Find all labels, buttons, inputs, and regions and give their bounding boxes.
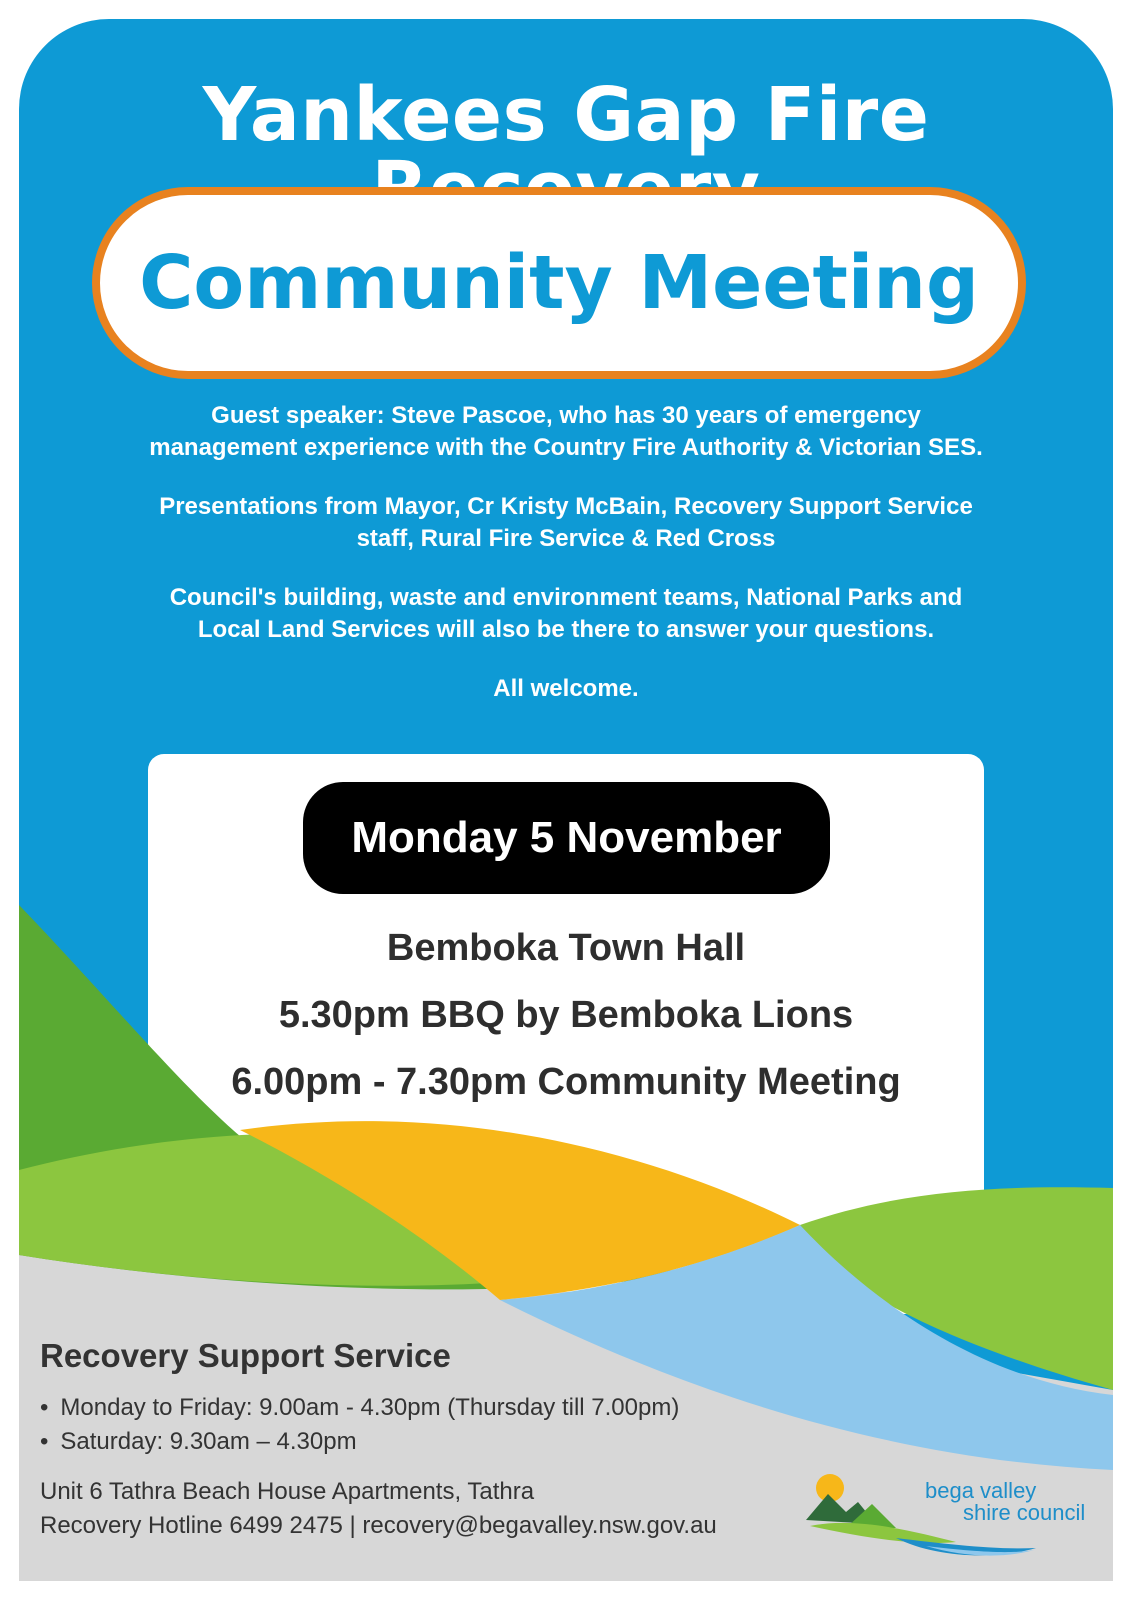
footer-contact: Recovery Hotline 6499 2475 | recovery@begavalley.nsw.gov.au	[40, 1512, 717, 1539]
welcome-text: All welcome.	[493, 675, 639, 702]
list-item: • Monday to Friday: 9.00am - 4.30pm (Thursday till 7.00pm)	[40, 1391, 717, 1425]
logo-line-1: bega valley	[925, 1478, 1037, 1503]
list-item: • Saturday: 9.30am – 4.30pm	[40, 1425, 717, 1459]
logo-line-2: shire council	[963, 1500, 1086, 1525]
event-venue: Bemboka Town Hall	[386, 927, 746, 969]
subtitle-text: Community Meeting	[139, 240, 979, 326]
presentations-line-1: Presentations from Mayor, Cr Kristy McBain, Recovery Support Service	[159, 493, 973, 520]
event-meeting-time: 6.00pm - 7.30pm Community Meeting	[231, 1061, 901, 1103]
footer	[40, 1337, 717, 1543]
teams-line-1: Council's building, waste and environment teams, National Parks and	[169, 584, 963, 611]
page-title: Yankees Gap Fire	[202, 72, 930, 158]
teams-line-2: Local Land Services will also be there to answer your questions.	[197, 616, 935, 643]
speaker-line-2: management experience with the Country Fire Authority & Victorian SES.	[149, 434, 983, 461]
speaker-line-1: Guest speaker: Steve Pascoe, who has 30 years of emergency	[211, 402, 921, 429]
event-bbq: 5.30pm BBQ by Bemboka Lions	[278, 994, 854, 1036]
event-date-badge: Monday 5 November	[303, 782, 830, 894]
event-details	[148, 915, 984, 1116]
hours-list	[40, 1391, 717, 1459]
presentations-line-2: staff, Rural Fire Service & Red Cross	[356, 525, 776, 552]
footer-address: Unit 6 Tathra Beach House Apartments, Tathra	[40, 1478, 535, 1505]
footer-heading: Recovery Support Service	[40, 1337, 451, 1374]
council-logo-text	[925, 1480, 1085, 1524]
